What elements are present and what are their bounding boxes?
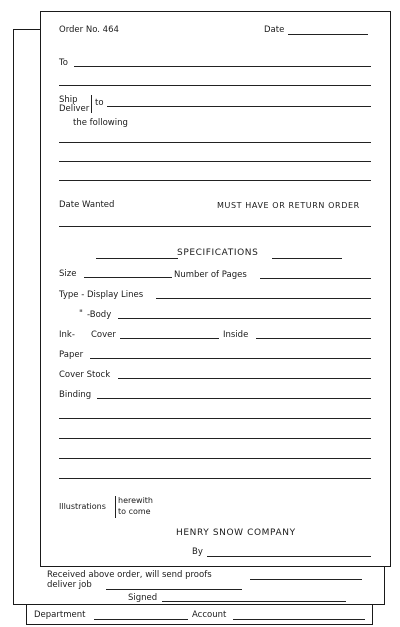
binding-label: Binding bbox=[59, 390, 92, 400]
type-display-line[interactable] bbox=[156, 298, 371, 299]
by-label: By bbox=[192, 547, 203, 557]
binding-line-5[interactable] bbox=[59, 478, 371, 479]
date-field[interactable] bbox=[288, 34, 368, 35]
following-label: the following bbox=[73, 118, 128, 128]
paper-line[interactable] bbox=[90, 358, 371, 359]
account-label: Account bbox=[192, 610, 227, 620]
deliver-job-label: deliver job bbox=[47, 580, 92, 590]
size-label: Size bbox=[59, 269, 77, 279]
type-body-label: -Body bbox=[87, 310, 112, 320]
type-display-label: Type - Display Lines bbox=[59, 290, 144, 300]
binding-line-3[interactable] bbox=[59, 438, 371, 439]
ship-to-line[interactable] bbox=[107, 106, 371, 107]
number-of-pages-line[interactable] bbox=[260, 278, 371, 279]
following-line-3[interactable] bbox=[59, 180, 371, 181]
binding-line-2[interactable] bbox=[59, 418, 371, 419]
specifications-heading: SPECIFICATIONS bbox=[177, 248, 259, 258]
ink-inside-label: Inside bbox=[223, 330, 249, 340]
ship-to-word: to bbox=[95, 98, 104, 108]
received-text: Received above order, will send proofs bbox=[47, 570, 212, 580]
to-line-2[interactable] bbox=[59, 85, 371, 86]
to-line-1[interactable] bbox=[74, 66, 371, 67]
paper-label: Paper bbox=[59, 350, 84, 360]
ink-inside-line[interactable] bbox=[256, 338, 371, 339]
received-line bbox=[250, 579, 362, 580]
must-have-notice: MUST HAVE OR RETURN ORDER bbox=[217, 201, 360, 210]
signed-label: Signed bbox=[128, 593, 158, 603]
illustrations-to-come: to come bbox=[118, 507, 151, 516]
company-name: HENRY SNOW COMPANY bbox=[176, 528, 296, 538]
deliver-job-line bbox=[106, 589, 242, 590]
to-label: To bbox=[59, 58, 68, 68]
type-body-line[interactable] bbox=[118, 318, 371, 319]
number-of-pages-label: Number of Pages bbox=[174, 270, 247, 280]
department-label: Department bbox=[34, 610, 86, 620]
order-number: Order No. 464 bbox=[59, 25, 119, 35]
binding-line-1[interactable] bbox=[97, 398, 371, 399]
ink-cover-line[interactable] bbox=[120, 338, 219, 339]
by-signature-line[interactable] bbox=[207, 556, 371, 557]
specifications-rule-right bbox=[272, 258, 342, 259]
account-line bbox=[233, 619, 365, 620]
cover-stock-line[interactable] bbox=[118, 378, 371, 379]
binding-line-4[interactable] bbox=[59, 458, 371, 459]
illustrations-herewith: herewith bbox=[118, 496, 153, 505]
ship-label: Ship bbox=[59, 95, 78, 105]
ship-deliver-bracket bbox=[91, 95, 92, 113]
date-wanted-label: Date Wanted bbox=[59, 200, 115, 210]
department-line bbox=[94, 619, 188, 620]
following-line-2[interactable] bbox=[59, 161, 371, 162]
ink-label: Ink- bbox=[59, 330, 75, 340]
order-form-sheet bbox=[40, 11, 391, 567]
illustrations-bracket bbox=[115, 496, 116, 518]
size-line[interactable] bbox=[84, 277, 172, 278]
type-body-ditto: " bbox=[79, 309, 83, 319]
signed-line bbox=[162, 601, 346, 602]
following-line-1[interactable] bbox=[59, 142, 371, 143]
date-wanted-line[interactable] bbox=[59, 226, 371, 227]
ink-cover-label: Cover bbox=[91, 330, 116, 340]
specifications-rule-left bbox=[96, 258, 178, 259]
deliver-label: Deliver bbox=[59, 104, 90, 114]
cover-stock-label: Cover Stock bbox=[59, 370, 111, 380]
date-label: Date bbox=[264, 25, 285, 35]
illustrations-label: Illustrations bbox=[59, 502, 106, 511]
